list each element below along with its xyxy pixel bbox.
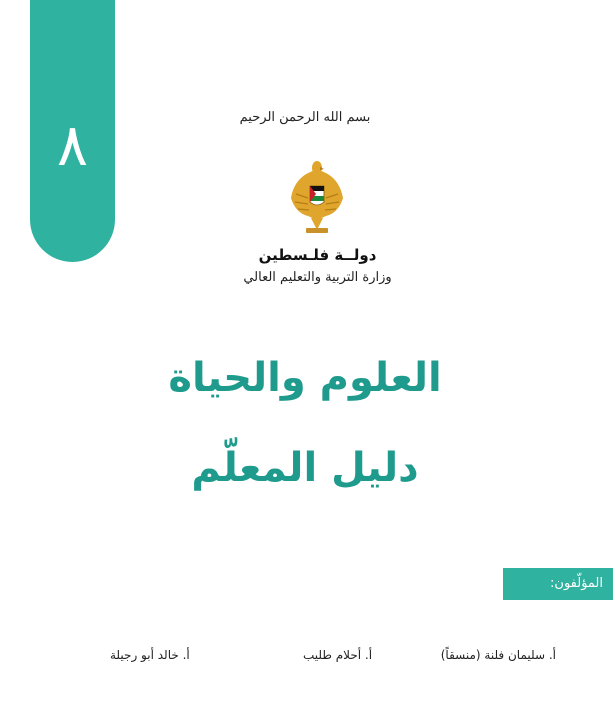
ministry-name: وزارة التربية والتعليم العالي: [243, 270, 392, 285]
book-title: العلوم والحياة: [168, 355, 442, 401]
state-name: دولــة فلـسطين: [258, 246, 377, 264]
author-name: أ. أحلام طليب: [303, 648, 373, 662]
author-name: أ. سليمان فلنة (منسقاً): [440, 648, 556, 662]
palestine-eagle-emblem-icon: [288, 158, 346, 236]
grade-number: ٨: [56, 111, 89, 179]
book-subtitle: دليل المعلّم: [191, 445, 419, 491]
basmala: بسم الله الرحمن الرحيم: [239, 110, 371, 125]
authors-label: المؤلّفون:: [503, 568, 613, 600]
author-name: أ. خالد أبو رجيلة: [110, 648, 190, 662]
